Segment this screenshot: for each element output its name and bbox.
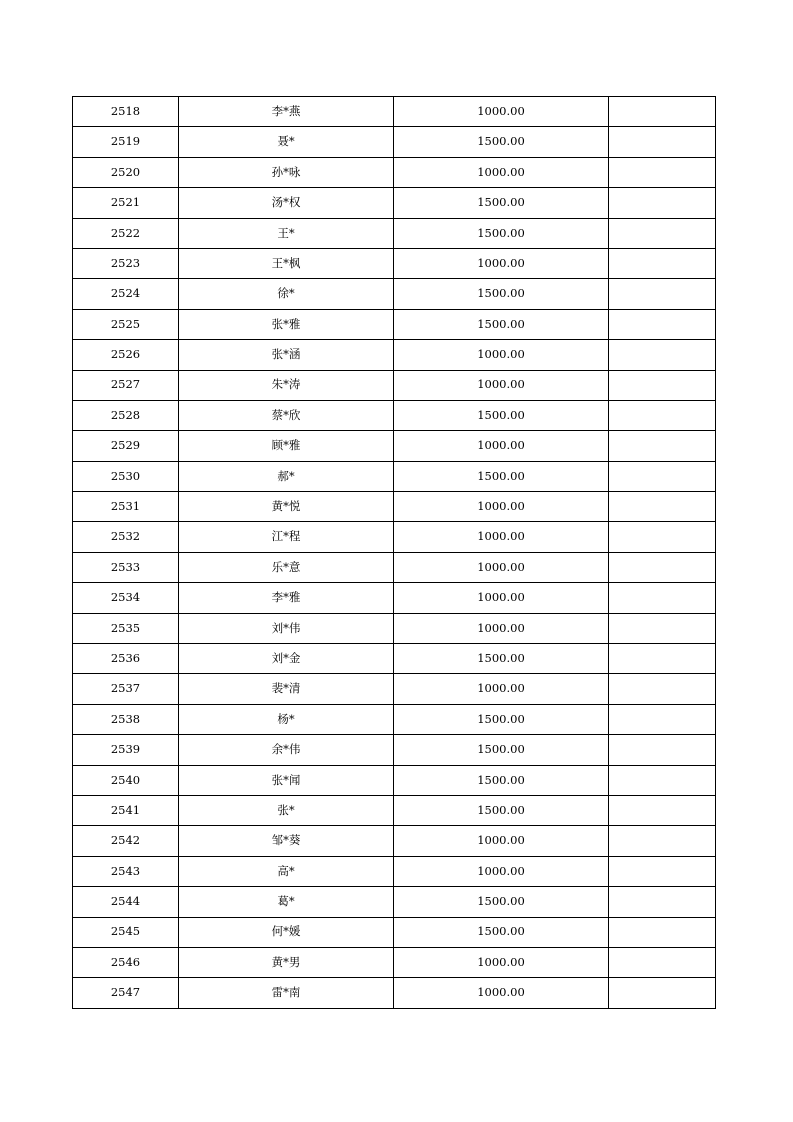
note-cell [609, 461, 716, 491]
note-cell [609, 552, 716, 582]
row-number-cell: 2539 [73, 735, 179, 765]
note-cell [609, 431, 716, 461]
name-cell: 葛* [179, 887, 394, 917]
amount-cell: 1500.00 [394, 400, 609, 430]
name-cell: 朱*涛 [179, 370, 394, 400]
note-cell [609, 522, 716, 552]
row-number-cell: 2529 [73, 431, 179, 461]
amount-cell: 1000.00 [394, 340, 609, 370]
row-number-cell: 2525 [73, 309, 179, 339]
note-cell [609, 613, 716, 643]
amount-cell: 1500.00 [394, 735, 609, 765]
amount-cell: 1500.00 [394, 917, 609, 947]
amount-cell: 1000.00 [394, 583, 609, 613]
table-row [73, 856, 716, 886]
name-cell: 何*媛 [179, 917, 394, 947]
name-cell: 黄*男 [179, 947, 394, 977]
amount-cell: 1000.00 [394, 492, 609, 522]
name-cell: 孙*咏 [179, 157, 394, 187]
row-number-cell: 2521 [73, 188, 179, 218]
data-table [72, 96, 716, 1009]
note-cell [609, 735, 716, 765]
amount-cell: 1000.00 [394, 370, 609, 400]
table-row [73, 704, 716, 734]
note-cell [609, 583, 716, 613]
table-row [73, 613, 716, 643]
note-cell [609, 765, 716, 795]
note-cell [609, 856, 716, 886]
name-cell: 杨* [179, 704, 394, 734]
table-row [73, 552, 716, 582]
row-number-cell: 2530 [73, 461, 179, 491]
row-number-cell: 2533 [73, 552, 179, 582]
amount-cell: 1000.00 [394, 674, 609, 704]
note-cell [609, 674, 716, 704]
amount-cell: 1500.00 [394, 461, 609, 491]
amount-cell: 1000.00 [394, 157, 609, 187]
row-number-cell: 2528 [73, 400, 179, 430]
table-row [73, 492, 716, 522]
note-cell [609, 97, 716, 127]
table-row [73, 887, 716, 917]
note-cell [609, 188, 716, 218]
note-cell [609, 644, 716, 674]
amount-cell: 1000.00 [394, 552, 609, 582]
name-cell: 李*燕 [179, 97, 394, 127]
note-cell [609, 978, 716, 1008]
amount-cell: 1500.00 [394, 704, 609, 734]
row-number-cell: 2526 [73, 340, 179, 370]
amount-cell: 1500.00 [394, 644, 609, 674]
amount-cell: 1000.00 [394, 97, 609, 127]
table-row [73, 188, 716, 218]
name-cell: 高* [179, 856, 394, 886]
name-cell: 王*枫 [179, 248, 394, 278]
row-number-cell: 2532 [73, 522, 179, 552]
name-cell: 李*雅 [179, 583, 394, 613]
note-cell [609, 826, 716, 856]
row-number-cell: 2519 [73, 127, 179, 157]
name-cell: 王* [179, 218, 394, 248]
row-number-cell: 2524 [73, 279, 179, 309]
row-number-cell: 2541 [73, 795, 179, 825]
table-row [73, 279, 716, 309]
note-cell [609, 127, 716, 157]
note-cell [609, 917, 716, 947]
amount-cell: 1500.00 [394, 127, 609, 157]
name-cell: 蔡*欣 [179, 400, 394, 430]
table-row [73, 248, 716, 278]
row-number-cell: 2544 [73, 887, 179, 917]
note-cell [609, 370, 716, 400]
row-number-cell: 2527 [73, 370, 179, 400]
name-cell: 江*程 [179, 522, 394, 552]
row-number-cell: 2545 [73, 917, 179, 947]
note-cell [609, 704, 716, 734]
amount-cell: 1000.00 [394, 826, 609, 856]
row-number-cell: 2537 [73, 674, 179, 704]
row-number-cell: 2531 [73, 492, 179, 522]
note-cell [609, 795, 716, 825]
row-number-cell: 2540 [73, 765, 179, 795]
name-cell: 汤*权 [179, 188, 394, 218]
table-row [73, 765, 716, 795]
name-cell: 裴*清 [179, 674, 394, 704]
amount-cell: 1500.00 [394, 795, 609, 825]
note-cell [609, 400, 716, 430]
name-cell: 黄*悦 [179, 492, 394, 522]
name-cell: 张*闻 [179, 765, 394, 795]
table-row [73, 461, 716, 491]
row-number-cell: 2542 [73, 826, 179, 856]
row-number-cell: 2523 [73, 248, 179, 278]
row-number-cell: 2538 [73, 704, 179, 734]
table-row [73, 735, 716, 765]
amount-cell: 1500.00 [394, 309, 609, 339]
table-row [73, 522, 716, 552]
table-row [73, 97, 716, 127]
name-cell: 张*涵 [179, 340, 394, 370]
row-number-cell: 2536 [73, 644, 179, 674]
row-number-cell: 2543 [73, 856, 179, 886]
amount-cell: 1500.00 [394, 218, 609, 248]
note-cell [609, 309, 716, 339]
note-cell [609, 248, 716, 278]
table-row [73, 400, 716, 430]
name-cell: 刘*金 [179, 644, 394, 674]
table-row [73, 947, 716, 977]
note-cell [609, 340, 716, 370]
name-cell: 乐*意 [179, 552, 394, 582]
table-row [73, 218, 716, 248]
table-row [73, 370, 716, 400]
table-row [73, 795, 716, 825]
table-row [73, 127, 716, 157]
amount-cell: 1500.00 [394, 765, 609, 795]
amount-cell: 1000.00 [394, 947, 609, 977]
table-row [73, 644, 716, 674]
row-number-cell: 2546 [73, 947, 179, 977]
table-row [73, 340, 716, 370]
note-cell [609, 887, 716, 917]
table-row [73, 674, 716, 704]
note-cell [609, 157, 716, 187]
amount-cell: 1500.00 [394, 887, 609, 917]
note-cell [609, 218, 716, 248]
amount-cell: 1000.00 [394, 856, 609, 886]
amount-cell: 1000.00 [394, 431, 609, 461]
row-number-cell: 2522 [73, 218, 179, 248]
table-row [73, 431, 716, 461]
row-number-cell: 2547 [73, 978, 179, 1008]
row-number-cell: 2535 [73, 613, 179, 643]
amount-cell: 1500.00 [394, 279, 609, 309]
name-cell: 张*雅 [179, 309, 394, 339]
name-cell: 聂* [179, 127, 394, 157]
name-cell: 余*伟 [179, 735, 394, 765]
table-row [73, 309, 716, 339]
table-row [73, 583, 716, 613]
table-row [73, 917, 716, 947]
note-cell [609, 947, 716, 977]
name-cell: 徐* [179, 279, 394, 309]
amount-cell: 1000.00 [394, 613, 609, 643]
row-number-cell: 2520 [73, 157, 179, 187]
row-number-cell: 2534 [73, 583, 179, 613]
note-cell [609, 279, 716, 309]
amount-cell: 1000.00 [394, 978, 609, 1008]
table-row [73, 157, 716, 187]
amount-cell: 1000.00 [394, 248, 609, 278]
name-cell: 郝* [179, 461, 394, 491]
name-cell: 顾*雅 [179, 431, 394, 461]
note-cell [609, 492, 716, 522]
amount-cell: 1500.00 [394, 188, 609, 218]
amount-cell: 1000.00 [394, 522, 609, 552]
table-body [73, 97, 716, 1009]
name-cell: 刘*伟 [179, 613, 394, 643]
table-row [73, 978, 716, 1008]
row-number-cell: 2518 [73, 97, 179, 127]
table-row [73, 826, 716, 856]
name-cell: 张* [179, 795, 394, 825]
name-cell: 邹*葵 [179, 826, 394, 856]
name-cell: 雷*南 [179, 978, 394, 1008]
